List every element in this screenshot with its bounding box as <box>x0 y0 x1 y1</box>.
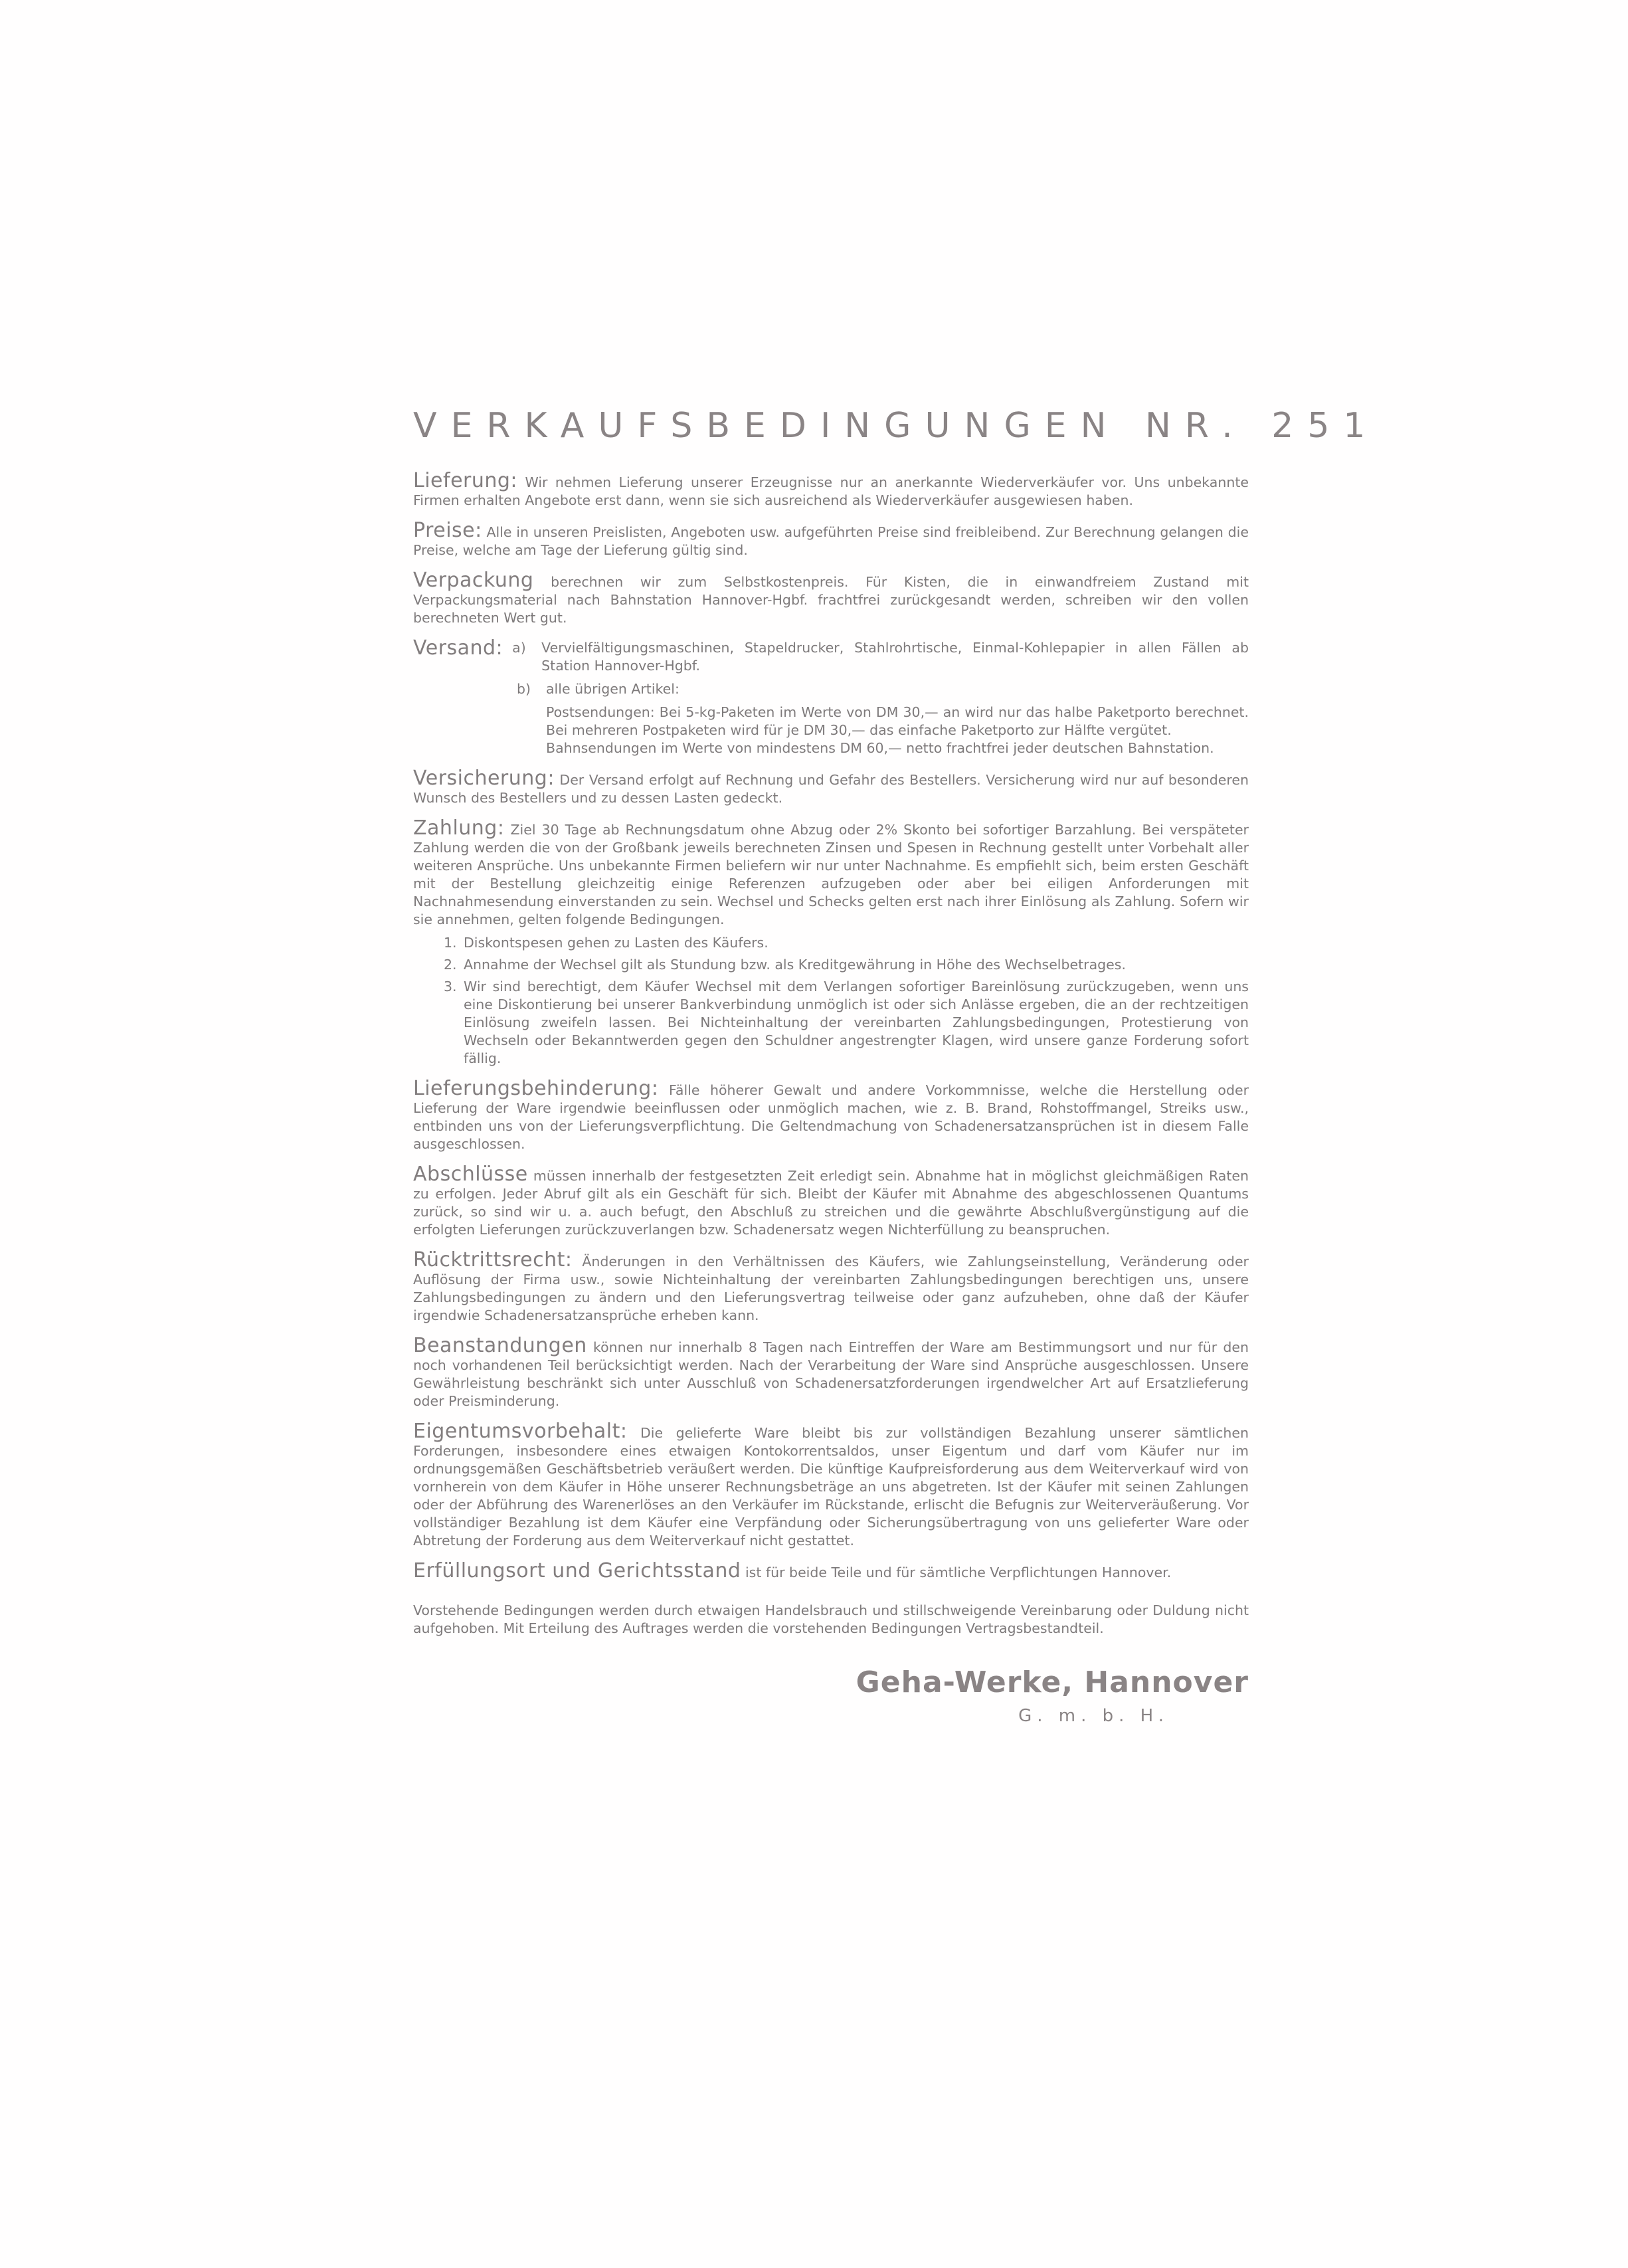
section-ruecktrittsrecht <box>413 1248 1249 1325</box>
section-verpackung <box>413 571 1249 627</box>
section-text: Die gelieferte Ware bleibt bis zur vollständigen Bezahlung unserer sämtlichen Forderungen, insbesondere eines etwaigen Kontokorrentsaldos, unser Eigentum und darf vom Käufer nur im ordnungsgemäßen Geschäftsbetrieb veräußert werden. Die künftige Kaufpreisforderung aus dem Weiterverkauf wird von vornherein von dem Käufer in Höhe unserer Rechnungsbeträge an uns abgetreten. Ist der Käufer mit seinen Zahlungen oder der Abführung des Warenerlöses an den Verkäufer im Rückstande, erlischt die Befugnis zur Weiterveräußerung. Vor vollständiger Bezahlung ist dem Käufer eine Verpfändung oder Sicherungsübertragung von uns gelieferter Ware oder Abtretung der Forderung aus dem Weiterverkauf nicht gestattet. <box>413 1425 1249 1549</box>
section-text: Wir nehmen Lieferung unserer Erzeugnisse nur an anerkannte Wiederverkäufer vor. Uns unbekannte Firmen erhalten Angebote erst dann, wenn sie sich ausreichend als Wiederverkäufer ausgewiesen haben. <box>413 474 1249 509</box>
versand-bahn-text: Bahnsendungen im Werte von mindestens DM 60,— netto frachtfrei jeder deutschen Bahnstation. <box>546 740 1214 757</box>
section-text: ist für beide Teile und für sämtliche Verpflichtungen Hannover. <box>745 1564 1172 1581</box>
section-heading: Lieferung: <box>413 469 518 493</box>
section-heading: Erfüllungsort und Gerichtsstand <box>413 1559 741 1583</box>
section-preise <box>413 521 1249 559</box>
section-text: Änderungen in den Verhältnissen des Käufers, wie Zahlungseinstellung, Veränderung oder Auflösung der Firma usw., sowie Nichteinhaltung der vereinbarten Zahlungsbedingungen berechtigen uns, unsere Zahlungsbedingungen zu ändern und den Lieferungsvertrag teilweise oder ganz aufzuheben, ohne daß der Käufer irgendwie Schadenersatzansprüche erheben kann. <box>413 1254 1249 1324</box>
item-marker: b) <box>517 681 531 698</box>
section-heading: Zahlung: <box>413 816 505 840</box>
section-heading: Verpackung <box>413 569 534 593</box>
item-text: Vervielfältigungsmaschinen, Stapeldrucker, Stahlrohrtische, Einmal-Kohlepapier in allen Fällen ab Station Hannover-Hgbf. <box>541 640 1249 674</box>
zahlung-paragraph <box>413 816 1249 929</box>
item-text: Diskontspesen gehen zu Lasten des Käufers. <box>464 935 769 951</box>
section-text: berechnen wir zum Selbstkostenpreis. Für Kisten, die in einwandfreiem Zustand mit Verpackungsmaterial nach Bahnstation Hannover-Hgbf. frachtfrei zurückgesandt werden, schreiben wir den vollen berechneten Wert gut. <box>413 574 1249 626</box>
section-text: können nur innerhalb 8 Tagen nach Eintreffen der Ware am Bestimmungsort und nur für den noch vorhandenen Teil berücksichtigt werden. Nach der Verarbeitung der Ware sind Ansprüche ausgeschlossen. Unsere Gewährleistung beschränkt sich unter Ausschluß von Schadenersatzforderungen irgendwelcher Art auf Ersatzlieferung oder Preisminderung. <box>413 1339 1249 1410</box>
section-lieferung <box>413 469 1249 510</box>
section-heading: Abschlüsse <box>413 1163 528 1186</box>
versand-item-b <box>517 680 1249 757</box>
section-text: müssen innerhalb der festgesetzten Zeit erledigt sein. Abnahme hat in möglichst gleichmäßigen Raten zu erfolgen. Jeder Abruf gilt als ein Geschäft für sich. Bleibt der Käufer mit Abnahme des abgeschlossenen Quantums zurück, so sind wir u. a. auch befugt, den Abschluß zu streichen und die gewährte Abschlußvergünstigung auf die erfolgten Lieferungen zurückzuverlangen bzw. Schadenersatz wegen Nichterfüllung zu beanspruchen. <box>413 1168 1249 1238</box>
section-text: Alle in unseren Preislisten, Angeboten usw. aufgeführten Preise sind freibleibend. Zur Berechnung gelangen die Preise, welche am Tage der Lieferung gültig sind. <box>413 524 1249 559</box>
section-heading: Rücktrittsrecht: <box>413 1248 573 1272</box>
section-abschluesse <box>413 1165 1249 1239</box>
section-versicherung <box>413 769 1249 807</box>
section-beanstandungen <box>413 1334 1249 1410</box>
versand-item-b-row <box>517 680 1249 698</box>
item-number: 3. <box>444 979 457 995</box>
versand-item-a <box>413 636 1249 675</box>
section-versand <box>413 636 1249 757</box>
item-number: 1. <box>444 935 457 951</box>
section-heading: Eigentumsvorbehalt: <box>413 1420 628 1444</box>
section-text: Ziel 30 Tage ab Rechnungsdatum ohne Abzug oder 2% Skonto bei sofortiger Barzahlung. Bei verspäteter Zahlung werden die von der Großbank jeweils berechneten Zinsen und Spesen in Rechnung gestellt unter Vorbehalt aller weiteren Ansprüche. Uns unbekannte Firmen beliefern wir nur unter Nachnahme. Es empfiehlt sich, beim ersten Geschäft mit der Bestellung gleichzeitig einige Referenzen aufzugeben oder aber bei eiligen Anforderungen mit Nachnahmesendung einverstanden zu sein. Wechsel und Schecks gelten erst nach ihrer Einlösung als Zahlung. Sofern wir sie annehmen, gelten folgende Bedingungen. <box>413 822 1249 928</box>
item-text: Annahme der Wechsel gilt als Stundung bzw. als Kreditgewährung in Höhe des Wechselbetrages. <box>464 957 1126 973</box>
section-text: Fälle höherer Gewalt und andere Vorkommnisse, welche die Herstellung oder Lieferung der Ware irgendwie beeinflussen oder unmöglich machen, wie z. B. Brand, Rohstoffmangel, Streiks usw., entbinden uns von der Lieferungsverpflichtung. Die Geltendmachung von Schadenersatzansprüchen ist in diesem Falle ausgeschlossen. <box>413 1082 1249 1153</box>
company-legal-form: G. m. b. H. <box>1018 1706 1169 1727</box>
section-heading: Lieferungsbehinderung: <box>413 1077 659 1101</box>
item-text: Wir sind berechtigt, dem Käufer Wechsel mit dem Verlangen sofortiger Bareinlösung zurückzugeben, wenn uns eine Diskontierung bei unserer Bankverbindung unmöglich ist oder sich Anlässe ergeben, die an der rechtzeitigen Einlösung zweifeln lassen. Bei Nichteinhaltung der vereinbarten Zahlungsbedingungen, Protestierung von Wechseln oder Bekanntwerden gegen den Schuldner angestrengter Klagen, wird unsere ganze Forderung sofort fällig. <box>464 979 1249 1067</box>
section-text: Der Versand erfolgt auf Rechnung und Gefahr des Bestellers. Versicherung wird nur auf besonderen Wunsch des Bestellers und zu dessen Lasten gedeckt. <box>413 772 1249 806</box>
item-marker: a) <box>512 640 526 656</box>
zahlung-conditions-list <box>444 934 1249 1068</box>
section-heading: Versand: <box>413 636 503 660</box>
section-heading: Versicherung: <box>413 767 555 791</box>
versand-b-details <box>546 704 1249 757</box>
document-content <box>413 405 1380 1727</box>
section-heading: Preise: <box>413 519 482 543</box>
section-eigentumsvorbehalt <box>413 1422 1249 1550</box>
section-lieferungsbehinderung <box>413 1077 1249 1153</box>
section-erfuellungsort <box>413 1559 1249 1583</box>
section-heading: Beanstandungen <box>413 1334 587 1358</box>
list-item <box>444 978 1249 1068</box>
item-number: 2. <box>444 957 457 973</box>
section-zahlung <box>413 816 1249 1068</box>
closing-paragraph: Vorstehende Bedingungen werden durch etwaigen Handelsbrauch und stillschweigende Vereinbarung oder Duldung nicht aufgehoben. Mit Erteilung des Auftrages werden die vorstehenden Bedingungen Vertragsbestandteil. <box>413 1602 1249 1637</box>
list-item <box>444 956 1249 974</box>
company-name: Geha-Werke, Hannover <box>856 1665 1249 1700</box>
item-text: alle übrigen Artikel: <box>546 681 679 698</box>
versand-post-text: Postsendungen: Bei 5-kg-Paketen im Werte von DM 30,— an wird nur das halbe Paketporto berechnet. Bei mehreren Postpaketen wird für je DM 30,— das einfache Paketporto zur Hälfte vergütet. <box>546 704 1249 739</box>
document-title: VERKAUFSBEDINGUNGEN NR. 251 <box>413 406 1380 446</box>
signature-block <box>413 1665 1249 1726</box>
list-item <box>444 934 1249 952</box>
